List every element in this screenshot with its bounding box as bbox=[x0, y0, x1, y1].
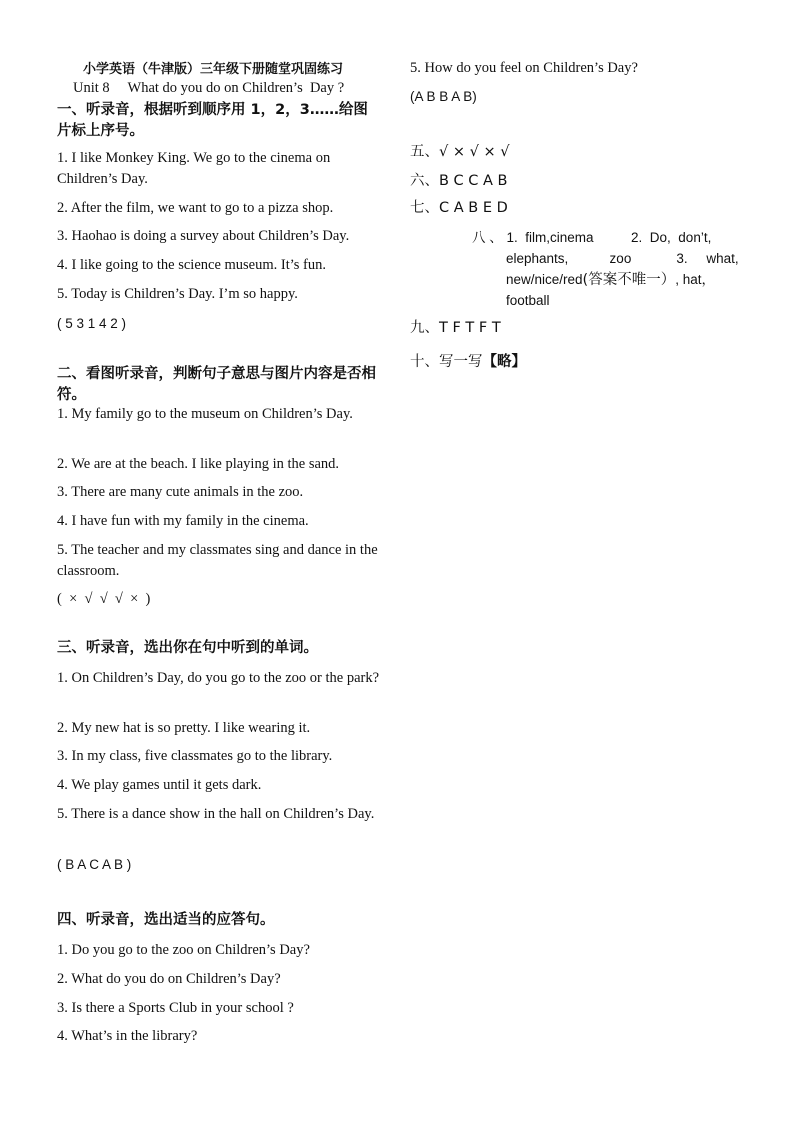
section3-item-3: 3. In my class, five classmates go to the library. bbox=[57, 748, 333, 764]
answer-eight-note: (答案不唯一） bbox=[582, 272, 676, 288]
answer-eight-words: new/nice/red bbox=[506, 272, 583, 287]
answer-eight-line1: 八 、 1. film,cinema 2. Do, don’t, bbox=[472, 230, 712, 245]
section4-item-5: 5. How do you feel on Children’s Day? bbox=[410, 60, 638, 76]
section3-item-5: 5. There is a dance show in the hall on Children’s Day. bbox=[57, 806, 375, 822]
section1-item-4: 4. I like going to the science museum. It’s fun. bbox=[57, 257, 327, 273]
section4-answer: (A B B A B) bbox=[410, 89, 477, 104]
section2-answer: ( × √ √ √ × ) bbox=[57, 591, 151, 607]
section3-heading: 三、听录音，选出你在句中听到的单词。 bbox=[57, 640, 318, 656]
section3-item-1: 1. On Children’s Day, do you go to the zoo or the park? bbox=[57, 670, 380, 686]
section1-heading: 一、听录音，根据听到顺序用 1，2，3……给图片标上序号。 bbox=[57, 102, 368, 139]
section3-answer: ( B A C A B ) bbox=[57, 857, 132, 872]
section1-item-3: 3. Haohao is doing a survey about Children’s Day. bbox=[57, 228, 350, 244]
answer-six bbox=[410, 171, 508, 192]
section3-item-4: 4. We play games until it gets dark. bbox=[57, 777, 262, 793]
answer-ten bbox=[410, 352, 526, 373]
answer-five: 五、√ × √ × √ bbox=[410, 144, 510, 160]
section4-item-4: 4. What’s in the library? bbox=[57, 1028, 198, 1044]
answer-six-text: 六、B C C A B bbox=[410, 173, 508, 189]
answer-nine: 九、T F T F T bbox=[410, 320, 501, 336]
section2-item-1: 1. My family go to the museum on Children’s Day. bbox=[57, 406, 353, 422]
answer-ten-label: 十、写一写 bbox=[410, 354, 483, 370]
section2-item-5: 5. The teacher and my classmates sing and dance in the classroom. bbox=[57, 542, 378, 579]
section2-item-2: 2. We are at the beach. I like playing in the sand. bbox=[57, 456, 340, 472]
section1-answer: ( 5 3 1 4 2 ) bbox=[57, 316, 127, 331]
section3-item-2: 2. My new hat is so pretty. I like wearing it. bbox=[57, 720, 311, 736]
answer-seven bbox=[410, 198, 508, 219]
section4-item-1: 1. Do you go to the zoo on Children’s Day? bbox=[57, 942, 310, 958]
section4-heading: 四、听录音，选出适当的应答句。 bbox=[57, 912, 275, 928]
section1-item-2: 2. After the film, we want to go to a pizza shop. bbox=[57, 200, 334, 216]
section2-item-4: 4. I have fun with my family in the cinema. bbox=[57, 513, 309, 529]
answer-seven-text: 七、C A B E D bbox=[410, 200, 508, 216]
section4-item-2: 2. What do you do on Children’s Day? bbox=[57, 971, 281, 987]
answer-eight-line4: football bbox=[506, 293, 550, 308]
answer-eight-line3 bbox=[506, 269, 715, 291]
answer-ten-bracket: 【略】 bbox=[482, 354, 526, 370]
answer-eight-line2: elephants, zoo 3. what, bbox=[506, 251, 739, 266]
section4-item-3: 3. Is there a Sports Club in your school ? bbox=[57, 1000, 294, 1016]
section1-item-1: 1. I like Monkey King. We go to the cinema on Children’s Day. bbox=[57, 150, 331, 187]
worksheet-title: 小学英语（牛津版）三年级下册随堂巩固练习 bbox=[83, 62, 344, 77]
section2-item-3: 3. There are many cute animals in the zoo. bbox=[57, 484, 304, 500]
section2-heading: 二、看图听录音，判断句子意思与图片内容是否相符。 bbox=[57, 366, 376, 403]
section1-item-5: 5. Today is Children’s Day. I’m so happy. bbox=[57, 286, 298, 302]
unit-title: Unit 8 What do you do on Children’s Day ? bbox=[73, 80, 345, 96]
answer-eight-hat: , hat， bbox=[675, 272, 715, 287]
